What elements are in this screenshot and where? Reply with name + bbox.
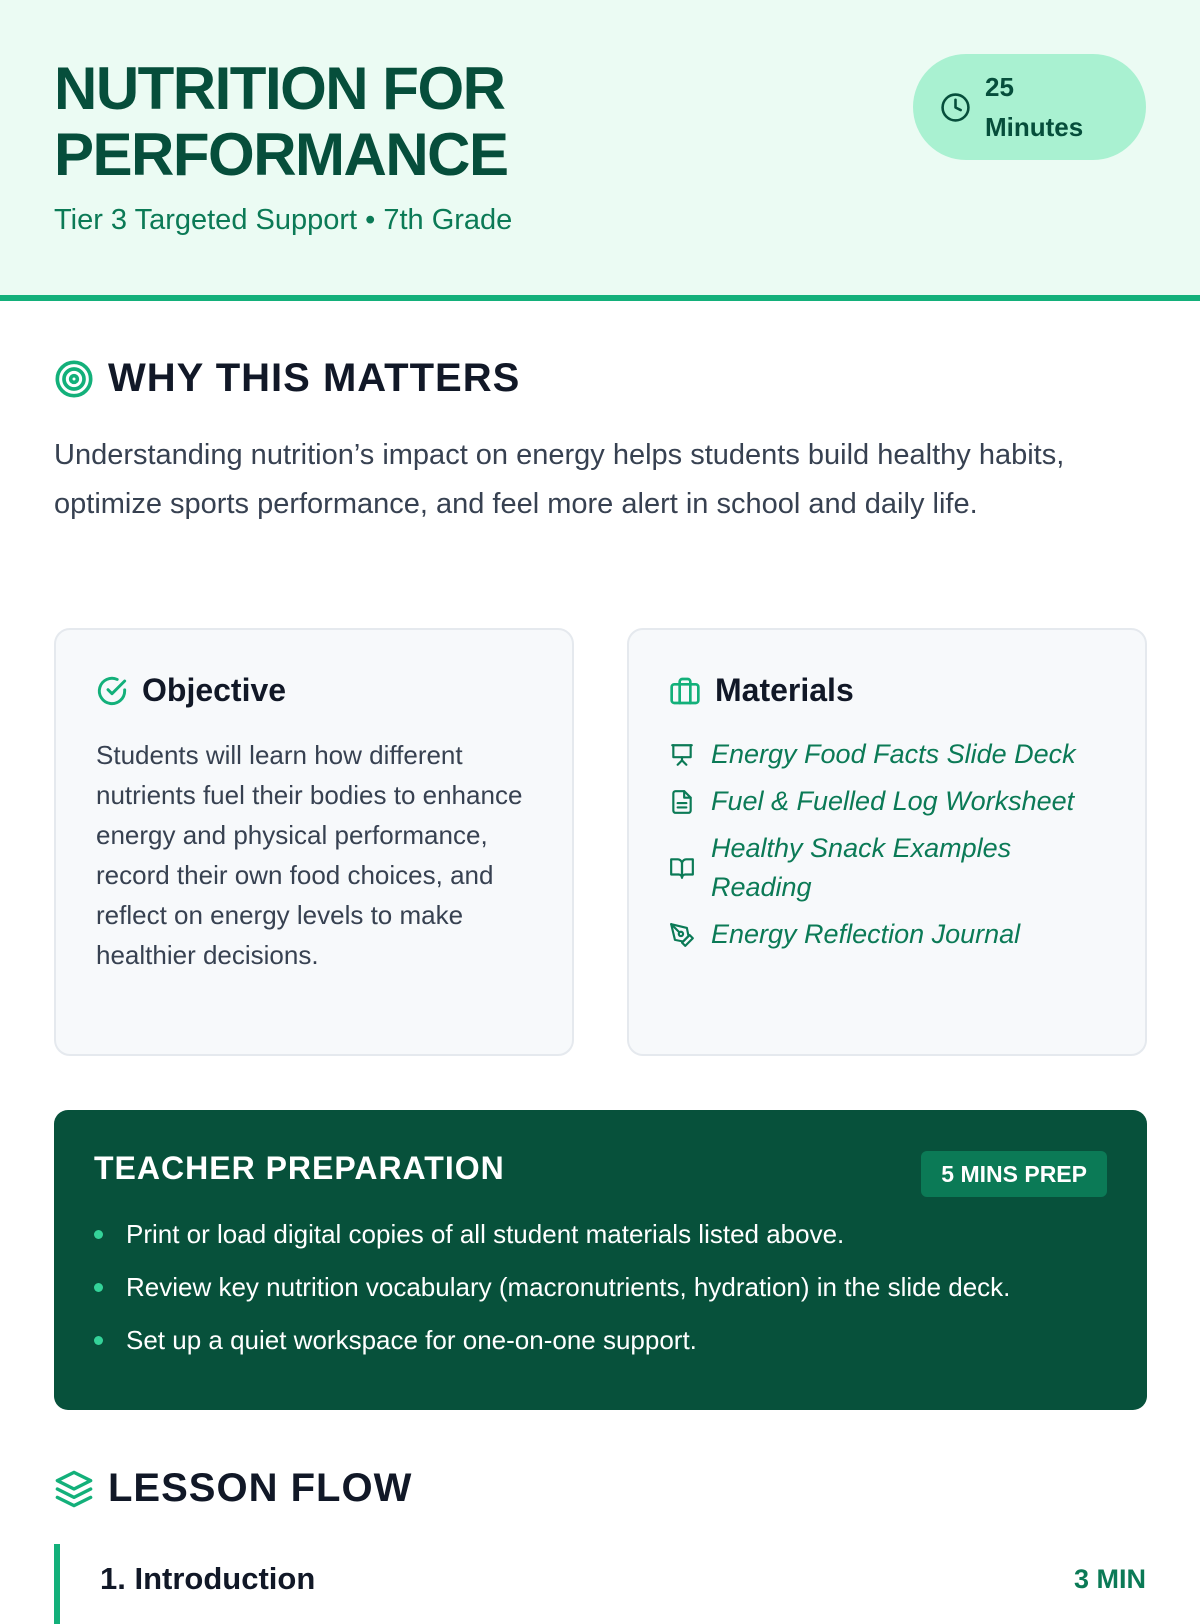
duration-badge [913,54,1146,160]
step-duration: 3 MIN [1073,1564,1146,1594]
bullet-icon [94,1283,103,1292]
prep-item-text: Print or load digital copies of all student materials listed above. [126,1219,845,1249]
objective-title [96,672,532,709]
prep-time-badge: 5 MINS PREP [921,1151,1107,1197]
document-icon [669,789,695,815]
materials-title-label: Materials [715,672,854,708]
teacher-prep-panel [54,1110,1147,1410]
page-header [0,0,1200,301]
material-item-reading[interactable] [669,829,1105,907]
prep-item [94,1268,1107,1306]
book-icon [669,855,695,881]
materials-list [669,735,1105,954]
clock-icon [940,92,971,123]
lesson-flow-section [54,1466,1146,1511]
briefcase-icon [669,675,701,707]
why-text: Understanding nutrition’s impact on energy helps students build healthy habits, optimize sports performance, and feel more alert in school and daily life. [54,439,1065,520]
lesson-step[interactable] [54,1544,1146,1624]
prep-item [94,1215,1107,1253]
prep-title: TEACHER PREPARATION [94,1150,505,1186]
materials-title [669,672,1105,709]
objective-card [54,628,574,1056]
target-icon [54,359,94,399]
material-item-slide-deck[interactable] [669,735,1105,774]
objective-text: Students will learn how different nutrients fuel their bodies to enhance energy and physical performance, record their own food choices, and reflect on energy levels to make healthier decisions. [96,740,523,970]
bullet-icon [94,1336,103,1345]
page-subtitle: Tier 3 Targeted Support • 7th Grade [54,204,513,236]
lesson-flow-heading [54,1466,1146,1511]
step-title: 1. Introduction [100,1561,316,1596]
layers-icon [54,1469,94,1509]
page-title: NUTRITION FOR PERFORMANCE [54,55,508,188]
material-item-label: Energy Food Facts Slide Deck [711,739,1076,769]
why-section [54,356,1146,529]
objective-title-label: Objective [142,672,287,708]
prep-list [94,1215,1107,1359]
why-heading [54,356,1146,401]
check-circle-icon [96,675,128,707]
duration-text: 25 Minutes [985,72,1084,142]
material-item-label: Fuel & Fuelled Log Worksheet [711,786,1075,816]
material-item-journal[interactable] [669,915,1105,954]
lesson-flow-heading-label: LESSON FLOW [108,1466,413,1510]
material-item-worksheet[interactable] [669,782,1105,821]
presentation-icon [669,742,695,768]
material-item-label: Energy Reflection Journal [711,919,1021,949]
materials-card [627,628,1147,1056]
bullet-icon [94,1230,103,1239]
material-item-label: Healthy Snack Examples Reading [711,833,1012,902]
prep-item [94,1321,1107,1359]
prep-item-text: Review key nutrition vocabulary (macronutrients, hydration) in the slide deck. [126,1272,1011,1302]
why-heading-label: WHY THIS MATTERS [108,356,521,400]
pen-icon [669,922,695,948]
prep-item-text: Set up a quiet workspace for one-on-one support. [126,1325,697,1355]
